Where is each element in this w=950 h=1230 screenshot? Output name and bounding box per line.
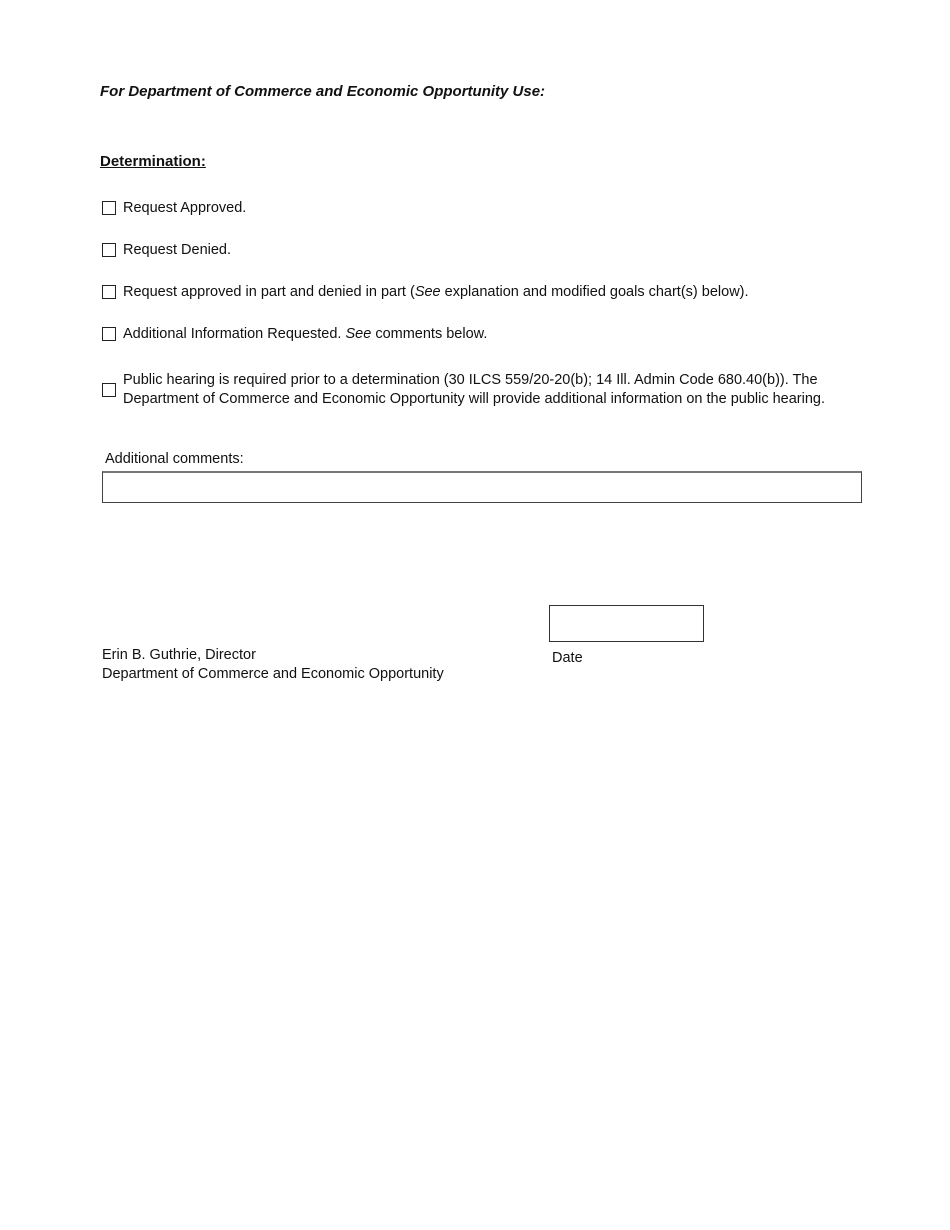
determination-heading: Determination: <box>100 153 206 170</box>
additional-info-label: Additional Information Requested. See comments below. <box>123 326 488 342</box>
signatory-block <box>102 646 444 684</box>
option-request-denied <box>102 242 231 258</box>
request-approved-checkbox[interactable] <box>102 201 116 215</box>
option-public-hearing <box>102 371 825 409</box>
date-input[interactable] <box>549 605 704 642</box>
request-denied-checkbox[interactable] <box>102 243 116 257</box>
request-approved-label: Request Approved. <box>123 200 247 216</box>
public-hearing-label: Public hearing is required prior to a determination (30 ILCS 559/20-20(b); 14 Ill. Admin Code 680.40(b)). The Department of Commerce and Economic Opportunity will provide additional information on the public hearing. <box>123 372 826 407</box>
partial-approval-checkbox[interactable] <box>102 285 116 299</box>
section-title: For Department of Commerce and Economic Opportunity Use: <box>100 83 546 100</box>
option-additional-info <box>102 326 487 342</box>
signatory-name: Erin B. Guthrie, Director <box>102 647 256 663</box>
option-request-approved <box>102 200 246 216</box>
comments-label: Additional comments: <box>105 451 244 467</box>
request-denied-label: Request Denied. <box>123 242 232 258</box>
signatory-department: Department of Commerce and Economic Opportunity <box>102 666 444 682</box>
option-partial-approval <box>102 284 749 300</box>
comments-input[interactable] <box>102 471 862 503</box>
date-label: Date <box>552 650 583 666</box>
public-hearing-checkbox[interactable] <box>102 383 116 397</box>
additional-info-checkbox[interactable] <box>102 327 116 341</box>
partial-approval-label: Request approved in part and denied in part (See explanation and modified goals chart(s) below). <box>123 284 749 300</box>
